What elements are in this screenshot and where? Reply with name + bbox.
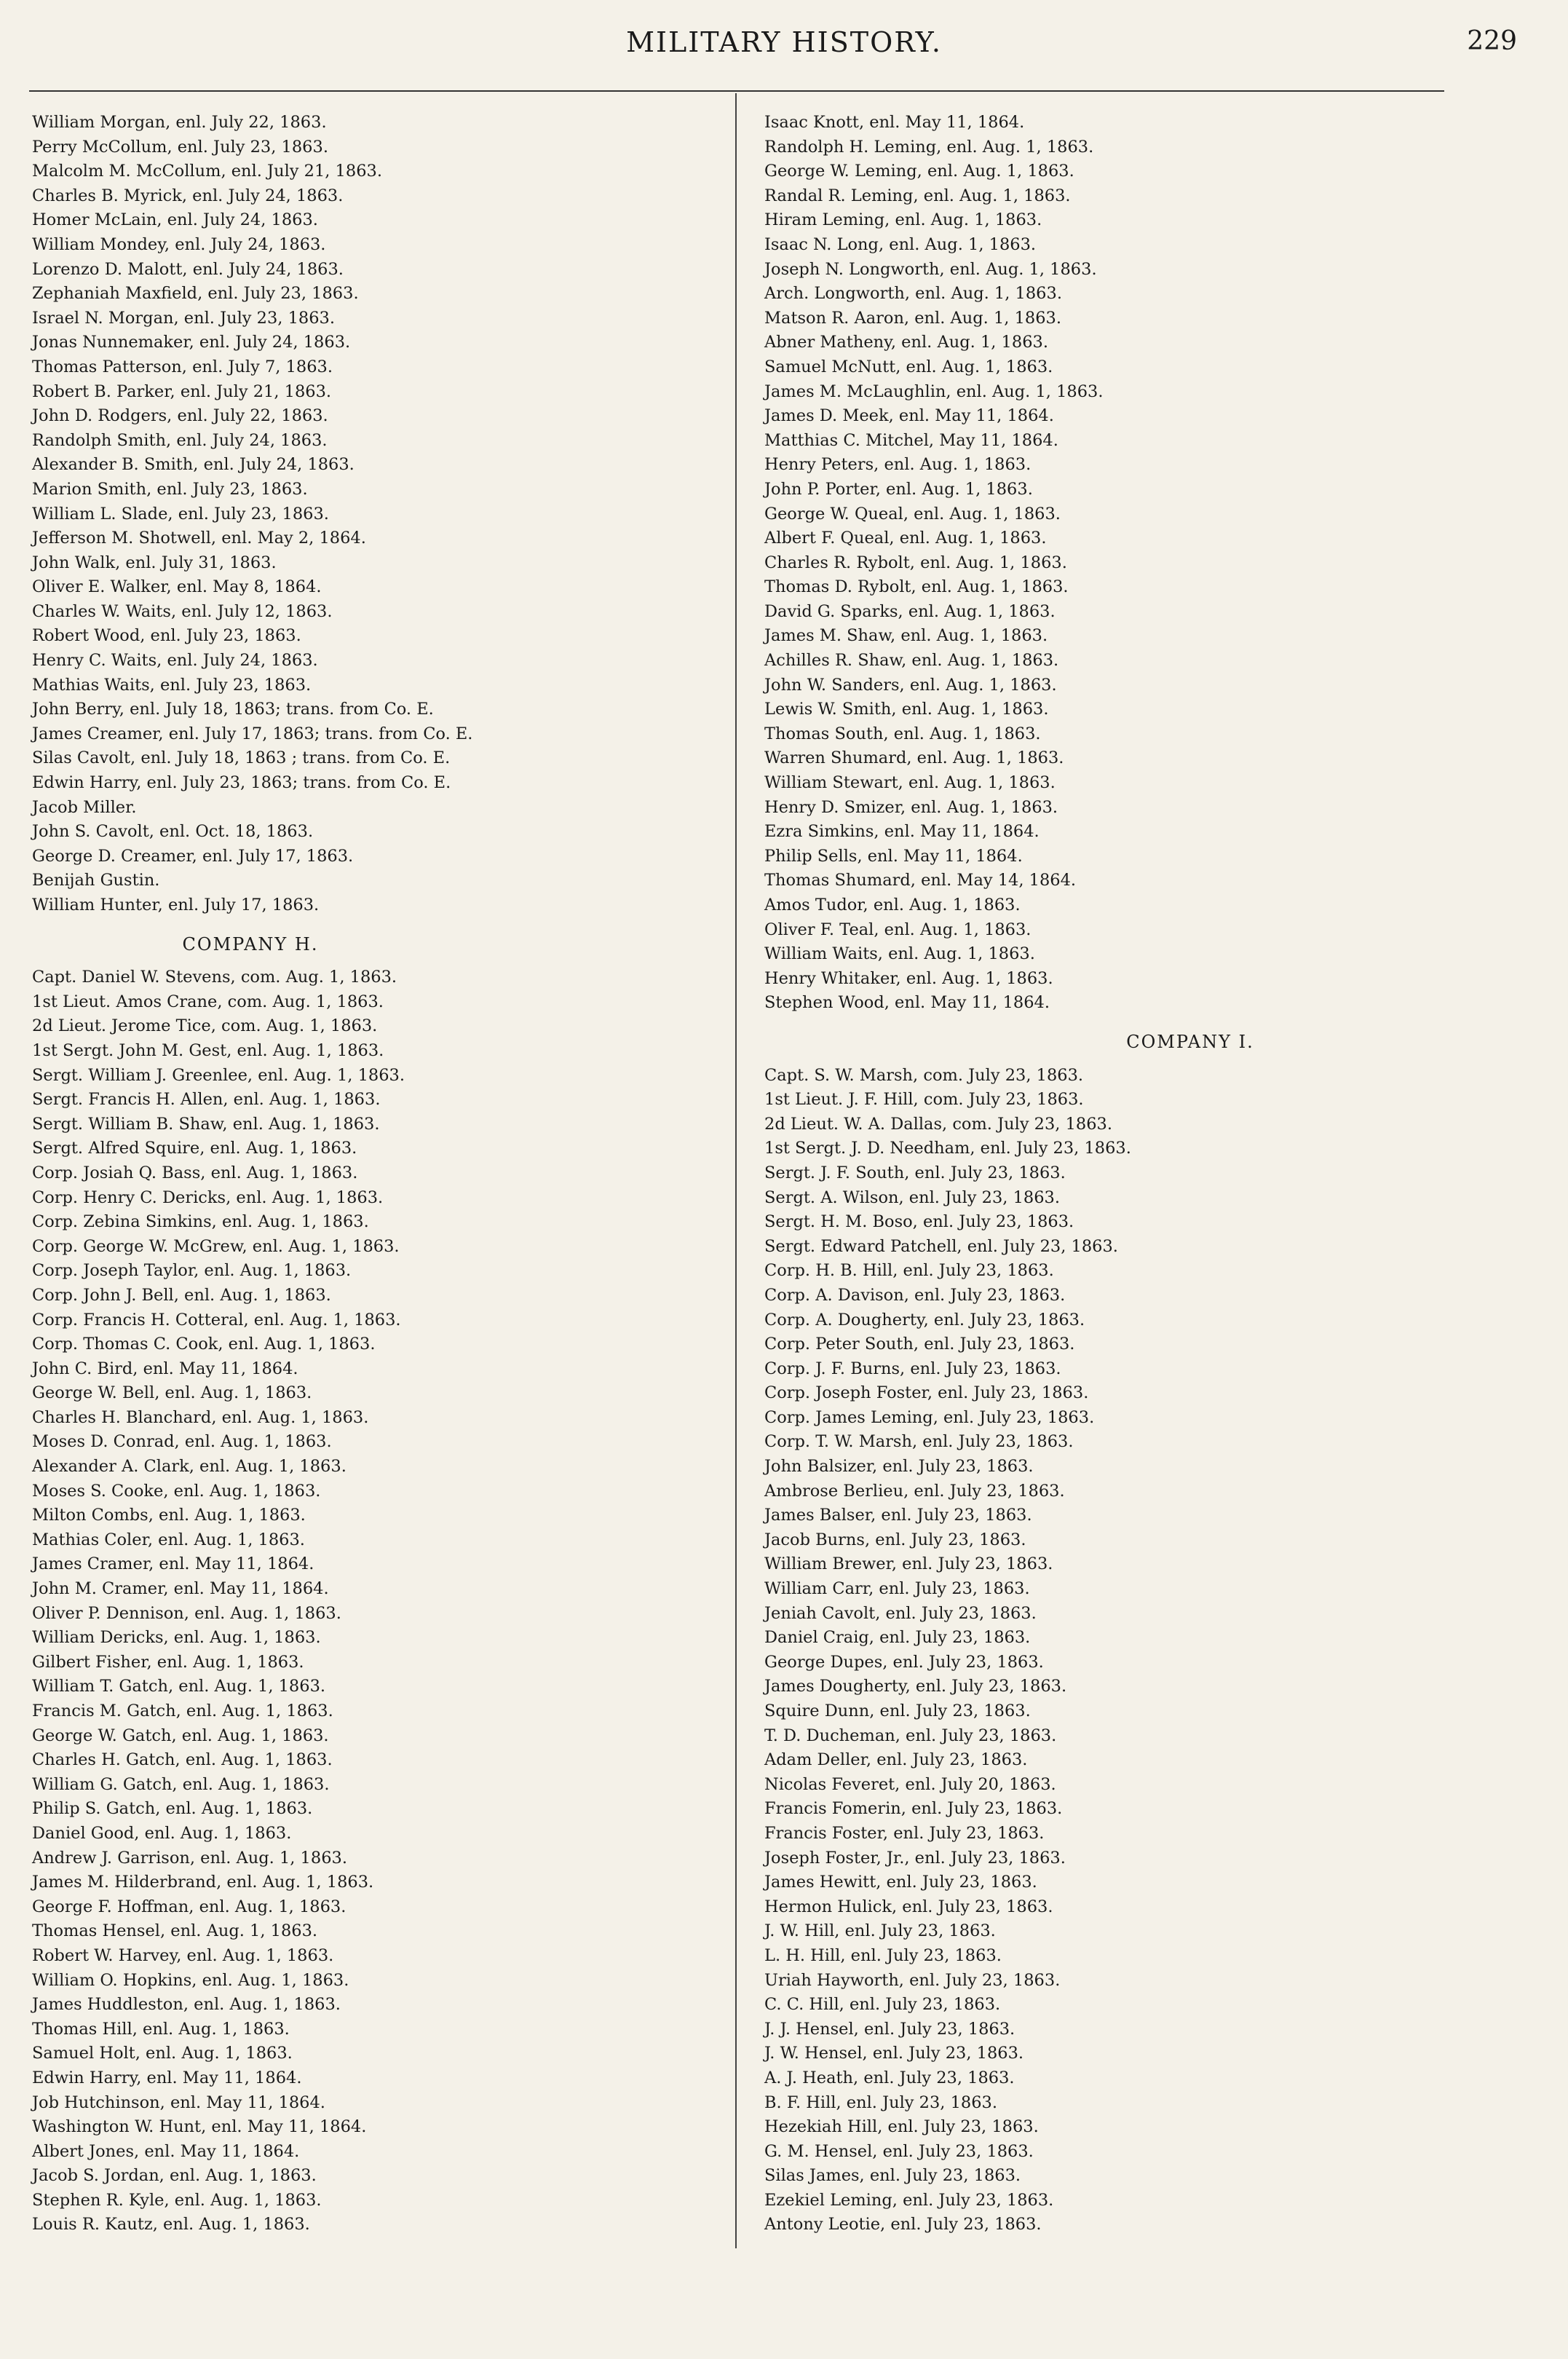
- roster-entry: Corp. Francis H. Cotteral, enl. Aug. 1, 1863.: [32, 1310, 401, 1329]
- roster-entry: John Berry, enl. July 18, 1863; trans. from Co. E.: [32, 700, 434, 719]
- roster-entry: Corp. Joseph Foster, enl. July 23, 1863.: [764, 1383, 1089, 1403]
- header-rule: [29, 90, 1444, 92]
- roster-entry: Albert F. Queal, enl. Aug. 1, 1863.: [764, 529, 1047, 548]
- roster-entry: William T. Gatch, enl. Aug. 1, 1863.: [32, 1677, 326, 1696]
- roster-entry: Malcolm M. McCollum, enl. July 21, 1863.: [32, 162, 382, 181]
- roster-entry: 1st Sergt. J. D. Needham, enl. July 23, 1863.: [764, 1139, 1131, 1158]
- roster-entry: Randolph Smith, enl. July 24, 1863.: [32, 430, 328, 450]
- page-number: 229: [1467, 26, 1517, 56]
- roster-entry: Thomas South, enl. Aug. 1, 1863.: [764, 724, 1041, 743]
- roster-entry: James M. Shaw, enl. Aug. 1, 1863.: [764, 626, 1048, 646]
- roster-entry: Samuel McNutt, enl. Aug. 1, 1863.: [764, 357, 1053, 376]
- roster-entry: Daniel Craig, enl. July 23, 1863.: [764, 1628, 1031, 1648]
- roster-entry: Jacob S. Jordan, enl. Aug. 1, 1863.: [32, 2166, 317, 2186]
- roster-entry: William Brewer, enl. July 23, 1863.: [764, 1554, 1053, 1574]
- roster-entry: Robert Wood, enl. July 23, 1863.: [32, 626, 301, 646]
- roster-entry: Corp. Joseph Taylor, enl. Aug. 1, 1863.: [32, 1261, 352, 1281]
- roster-entry: Randal R. Leming, enl. Aug. 1, 1863.: [764, 186, 1071, 205]
- roster-entry: Ezra Simkins, enl. May 11, 1864.: [764, 822, 1040, 842]
- roster-entry: Silas James, enl. July 23, 1863.: [764, 2166, 1021, 2186]
- roster-entry: Gilbert Fisher, enl. Aug. 1, 1863.: [32, 1652, 304, 1672]
- company-h-heading: COMPANY H.: [182, 933, 319, 955]
- roster-entry: Corp. J. F. Burns, enl. July 23, 1863.: [764, 1359, 1061, 1378]
- company-i-roster: [764, 1064, 1449, 2238]
- roster-entry: George W. Queal, enl. Aug. 1, 1863.: [764, 504, 1061, 523]
- roster-entry: James D. Meek, enl. May 11, 1864.: [764, 406, 1054, 426]
- roster-entry: John M. Cramer, enl. May 11, 1864.: [32, 1579, 329, 1599]
- roster-entry: Samuel Holt, enl. Aug. 1, 1863.: [32, 2044, 293, 2063]
- roster-entry: William O. Hopkins, enl. Aug. 1, 1863.: [32, 1970, 349, 1990]
- roster-entry: Jefferson M. Shotwell, enl. May 2, 1864.: [32, 529, 366, 548]
- roster-entry: Henry Whitaker, enl. Aug. 1, 1863.: [764, 968, 1053, 988]
- roster-entry: T. D. Ducheman, enl. July 23, 1863.: [764, 1726, 1057, 1745]
- roster-entry: George F. Hoffman, enl. Aug. 1, 1863.: [32, 1897, 347, 1916]
- roster-entry: Oliver E. Walker, enl. May 8, 1864.: [32, 577, 322, 597]
- roster-entry: Hermon Hulick, enl. July 23, 1863.: [764, 1897, 1053, 1916]
- roster-entry: Louis R. Kautz, enl. Aug. 1, 1863.: [32, 2215, 310, 2234]
- roster-entry: Isaac Knott, enl. May 11, 1864.: [764, 113, 1025, 132]
- roster-entry: Lewis W. Smith, enl. Aug. 1, 1863.: [764, 700, 1049, 719]
- roster-entry: George Dupes, enl. July 23, 1863.: [764, 1652, 1044, 1672]
- roster-entry: George D. Creamer, enl. July 17, 1863.: [32, 846, 354, 866]
- roster-entry: Daniel Good, enl. Aug. 1, 1863.: [32, 1823, 292, 1843]
- page-header: [29, 26, 1539, 70]
- roster-entry: Stephen R. Kyle, enl. Aug. 1, 1863.: [32, 2190, 322, 2210]
- roster-entry: Charles H. Blanchard, enl. Aug. 1, 1863.: [32, 1407, 369, 1427]
- roster-entry: Sergt. A. Wilson, enl. July 23, 1863.: [764, 1188, 1061, 1207]
- roster-entry: Corp. George W. McGrew, enl. Aug. 1, 1863.: [32, 1236, 400, 1256]
- roster-entry: Alexander B. Smith, enl. July 24, 1863.: [32, 455, 355, 475]
- roster-entry: J. J. Hensel, enl. July 23, 1863.: [764, 2019, 1015, 2039]
- roster-entry: Corp. A. Dougherty, enl. July 23, 1863.: [764, 1310, 1085, 1329]
- roster-entry: James M. Hilderbrand, enl. Aug. 1, 1863.: [32, 1873, 374, 1892]
- roster-entry: Sergt. H. M. Boso, enl. July 23, 1863.: [764, 1212, 1074, 1232]
- roster-entry: Matthias C. Mitchel, May 11, 1864.: [764, 430, 1058, 450]
- roster-entry: Thomas Patterson, enl. July 7, 1863.: [32, 357, 333, 376]
- roster-entry: Randolph H. Leming, enl. Aug. 1, 1863.: [764, 137, 1094, 157]
- roster-entry: Silas Cavolt, enl. July 18, 1863 ; trans. from Co. E.: [32, 748, 451, 768]
- roster-entry: Henry Peters, enl. Aug. 1, 1863.: [764, 455, 1032, 475]
- roster-entry: Sergt. William J. Greenlee, enl. Aug. 1, 1863.: [32, 1065, 405, 1085]
- roster-entry: Henry D. Smizer, enl. Aug. 1, 1863.: [764, 797, 1058, 817]
- roster-entry: William L. Slade, enl. July 23, 1863.: [32, 504, 329, 523]
- roster-entry: Thomas Shumard, enl. May 14, 1864.: [764, 871, 1077, 890]
- column-divider: [735, 93, 737, 2248]
- roster-entry: Sergt. Alfred Squire, enl. Aug. 1, 1863.: [32, 1139, 357, 1158]
- roster-entry: Stephen Wood, enl. May 11, 1864.: [764, 993, 1050, 1013]
- roster-entry: Corp. James Leming, enl. July 23, 1863.: [764, 1407, 1095, 1427]
- roster-entry: Corp. Henry C. Dericks, enl. Aug. 1, 1863.: [32, 1188, 384, 1207]
- left-column: [32, 111, 716, 2237]
- roster-entry: Philip S. Gatch, enl. Aug. 1, 1863.: [32, 1799, 313, 1819]
- roster-entry: Thomas D. Rybolt, enl. Aug. 1, 1863.: [764, 577, 1069, 597]
- roster-entry: Squire Dunn, enl. July 23, 1863.: [764, 1702, 1031, 1720]
- roster-entry: Charles H. Gatch, enl. Aug. 1, 1863.: [32, 1750, 333, 1770]
- roster-entry: 1st Lieut. Amos Crane, com. Aug. 1, 1863.: [32, 992, 384, 1011]
- left-roster-part1: [32, 111, 716, 918]
- roster-entry: Moses D. Conrad, enl. Aug. 1, 1863.: [32, 1432, 332, 1452]
- roster-entry: A. J. Heath, enl. July 23, 1863.: [764, 2068, 1015, 2087]
- roster-entry: William Dericks, enl. Aug. 1, 1863.: [32, 1628, 321, 1648]
- roster-entry: Henry C. Waits, enl. July 24, 1863.: [32, 651, 318, 671]
- roster-entry: George W. Gatch, enl. Aug. 1, 1863.: [32, 1726, 329, 1745]
- roster-entry: Homer McLain, enl. July 24, 1863.: [32, 210, 318, 230]
- roster-entry: Washington W. Hunt, enl. May 11, 1864.: [32, 2117, 367, 2137]
- roster-entry: John D. Rodgers, enl. July 22, 1863.: [32, 406, 328, 426]
- roster-entry: Mathias Waits, enl. July 23, 1863.: [32, 675, 312, 695]
- company-h-roster: [32, 965, 716, 2237]
- roster-entry: Jacob Miller.: [32, 797, 137, 817]
- roster-entry: Oliver F. Teal, enl. Aug. 1, 1863.: [764, 920, 1032, 939]
- roster-entry: Corp. Thomas C. Cook, enl. Aug. 1, 1863.: [32, 1335, 376, 1354]
- roster-entry: William Mondey, enl. July 24, 1863.: [32, 234, 326, 254]
- roster-entry: Sergt. Edward Patchell, enl. July 23, 1863.: [764, 1236, 1118, 1256]
- roster-entry: Milton Combs, enl. Aug. 1, 1863.: [32, 1506, 306, 1525]
- roster-entry: Corp. John J. Bell, enl. Aug. 1, 1863.: [32, 1285, 331, 1305]
- roster-entry: George W. Bell, enl. Aug. 1, 1863.: [32, 1383, 312, 1403]
- roster-entry: Capt. S. W. Marsh, com. July 23, 1863.: [764, 1065, 1084, 1085]
- roster-entry: Uriah Hayworth, enl. July 23, 1863.: [764, 1970, 1061, 1990]
- roster-entry: Hiram Leming, enl. Aug. 1, 1863.: [764, 210, 1042, 230]
- roster-entry: John P. Porter, enl. Aug. 1, 1863.: [764, 479, 1033, 499]
- roster-entry: Corp. T. W. Marsh, enl. July 23, 1863.: [764, 1432, 1074, 1452]
- roster-entry: C. C. Hill, enl. July 23, 1863.: [764, 1995, 1001, 2015]
- roster-entry: John C. Bird, enl. May 11, 1864.: [32, 1359, 298, 1378]
- roster-entry: Charles B. Myrick, enl. July 24, 1863.: [32, 186, 344, 205]
- roster-entry: Alexander A. Clark, enl. Aug. 1, 1863.: [32, 1457, 347, 1477]
- roster-entry: Corp. A. Davison, enl. July 23, 1863.: [764, 1285, 1066, 1305]
- roster-entry: William Stewart, enl. Aug. 1, 1863.: [764, 773, 1056, 793]
- roster-entry: 1st Lieut. J. F. Hill, com. July 23, 1863.: [764, 1090, 1084, 1110]
- roster-entry: Mathias Coler, enl. Aug. 1, 1863.: [32, 1530, 305, 1549]
- roster-entry: Thomas Hill, enl. Aug. 1, 1863.: [32, 2019, 290, 2039]
- roster-entry: Ambrose Berlieu, enl. July 23, 1863.: [764, 1481, 1065, 1501]
- roster-entry: Corp. Zebina Simkins, enl. Aug. 1, 1863.: [32, 1212, 369, 1232]
- roster-entry: Charles W. Waits, enl. July 12, 1863.: [32, 601, 333, 621]
- roster-entry: Abner Matheny, enl. Aug. 1, 1863.: [764, 333, 1048, 352]
- roster-entry: 2d Lieut. Jerome Tice, com. Aug. 1, 1863.: [32, 1016, 378, 1036]
- roster-entry: James Hewitt, enl. July 23, 1863.: [764, 1873, 1037, 1892]
- roster-entry: Matson R. Aaron, enl. Aug. 1, 1863.: [764, 308, 1062, 328]
- roster-entry: William Hunter, enl. July 17, 1863.: [32, 896, 320, 914]
- roster-entry: John Balsizer, enl. July 23, 1863.: [764, 1457, 1034, 1477]
- roster-entry: Warren Shumard, enl. Aug. 1, 1863.: [764, 748, 1064, 768]
- roster-entry: Francis Foster, enl. July 23, 1863.: [764, 1823, 1045, 1843]
- roster-entry: Jeniah Cavolt, enl. July 23, 1863.: [764, 1603, 1037, 1623]
- roster-entry: 1st Sergt. John M. Gest, enl. Aug. 1, 1863.: [32, 1040, 384, 1060]
- roster-entry: James Cramer, enl. May 11, 1864.: [32, 1554, 314, 1574]
- roster-entry: William Morgan, enl. July 22, 1863.: [32, 113, 327, 132]
- roster-entry: George W. Leming, enl. Aug. 1, 1863.: [764, 162, 1074, 181]
- roster-entry: Charles R. Rybolt, enl. Aug. 1, 1863.: [764, 553, 1067, 572]
- roster-entry: James M. McLaughlin, enl. Aug. 1, 1863.: [764, 382, 1104, 401]
- roster-entry: Moses S. Cooke, enl. Aug. 1, 1863.: [32, 1481, 321, 1501]
- roster-entry: Robert B. Parker, enl. July 21, 1863.: [32, 382, 332, 401]
- roster-entry: John S. Cavolt, enl. Oct. 18, 1863.: [32, 822, 314, 842]
- roster-entry: Robert W. Harvey, enl. Aug. 1, 1863.: [32, 1945, 334, 1965]
- roster-entry: Andrew J. Garrison, enl. Aug. 1, 1863.: [32, 1848, 347, 1868]
- roster-entry: Corp. Peter South, enl. July 23, 1863.: [764, 1335, 1075, 1354]
- roster-entry: Albert Jones, enl. May 11, 1864.: [32, 2141, 300, 2161]
- roster-entry: Ezekiel Leming, enl. July 23, 1863.: [764, 2190, 1054, 2210]
- roster-entry: James Creamer, enl. July 17, 1863; trans. from Co. E.: [32, 724, 473, 743]
- roster-entry: Israel N. Morgan, enl. July 23, 1863.: [32, 308, 335, 328]
- roster-entry: Arch. Longworth, enl. Aug. 1, 1863.: [764, 284, 1062, 304]
- roster-entry: Joseph N. Longworth, enl. Aug. 1, 1863.: [764, 259, 1097, 279]
- roster-entry: Perry McCollum, enl. July 23, 1863.: [32, 137, 328, 157]
- roster-entry: Isaac N. Long, enl. Aug. 1, 1863.: [764, 234, 1037, 254]
- roster-entry: James Huddleston, enl. Aug. 1, 1863.: [32, 1995, 341, 2015]
- roster-entry: Thomas Hensel, enl. Aug. 1, 1863.: [32, 1921, 318, 1941]
- roster-entry: Jonas Nunnemaker, enl. July 24, 1863.: [32, 333, 351, 352]
- roster-entry: John W. Sanders, enl. Aug. 1, 1863.: [764, 675, 1057, 695]
- roster-entry: J. W. Hensel, enl. July 23, 1863.: [764, 2044, 1024, 2063]
- roster-entry: 2d Lieut. W. A. Dallas, com. July 23, 1863.: [764, 1114, 1113, 1134]
- roster-entry: Francis M. Gatch, enl. Aug. 1, 1863.: [32, 1702, 333, 1720]
- roster-entry: Amos Tudor, enl. Aug. 1, 1863.: [764, 896, 1021, 914]
- roster-entry: Oliver P. Dennison, enl. Aug. 1, 1863.: [32, 1603, 341, 1623]
- company-i-heading: COMPANY I.: [1126, 1031, 1254, 1052]
- roster-entry: Jacob Burns, enl. July 23, 1863.: [764, 1530, 1026, 1549]
- roster-entry: Francis Fomerin, enl. July 23, 1863.: [764, 1799, 1063, 1819]
- roster-entry: Edwin Harry, enl. July 23, 1863; trans. from Co. E.: [32, 773, 451, 793]
- roster-entry: G. M. Hensel, enl. July 23, 1863.: [764, 2141, 1034, 2161]
- roster-entry: Philip Sells, enl. May 11, 1864.: [764, 846, 1023, 866]
- roster-entry: Corp. H. B. Hill, enl. July 23, 1863.: [764, 1261, 1054, 1281]
- page-title: MILITARY HISTORY.: [626, 26, 942, 58]
- roster-entry: David G. Sparks, enl. Aug. 1, 1863.: [764, 601, 1056, 621]
- roster-entry: Benijah Gustin.: [32, 871, 160, 890]
- roster-entry: William G. Gatch, enl. Aug. 1, 1863.: [32, 1774, 330, 1794]
- roster-entry: B. F. Hill, enl. July 23, 1863.: [764, 2093, 997, 2112]
- roster-entry: John Walk, enl. July 31, 1863.: [32, 553, 277, 572]
- roster-entry: Capt. Daniel W. Stevens, com. Aug. 1, 1863.: [32, 968, 397, 987]
- roster-entry: Adam Deller, enl. July 23, 1863.: [764, 1750, 1028, 1770]
- roster-entry: Sergt. Francis H. Allen, enl. Aug. 1, 1863.: [32, 1090, 381, 1110]
- roster-entry: Achilles R. Shaw, enl. Aug. 1, 1863.: [764, 651, 1059, 671]
- roster-entry: Zephaniah Maxfield, enl. July 23, 1863.: [32, 284, 359, 304]
- roster-entry: Joseph Foster, Jr., enl. July 23, 1863.: [764, 1848, 1066, 1868]
- right-column: [764, 111, 1449, 2237]
- roster-entry: J. W. Hill, enl. July 23, 1863.: [764, 1921, 996, 1941]
- roster-entry: Sergt. J. F. South, enl. July 23, 1863.: [764, 1163, 1066, 1182]
- roster-entry: L. H. Hill, enl. July 23, 1863.: [764, 1945, 1002, 1965]
- roster-entry: Hezekiah Hill, enl. July 23, 1863.: [764, 2117, 1039, 2137]
- roster-entry: Sergt. William B. Shaw, enl. Aug. 1, 1863.: [32, 1114, 380, 1134]
- roster-entry: Corp. Josiah Q. Bass, enl. Aug. 1, 1863.: [32, 1163, 358, 1182]
- roster-entry: Edwin Harry, enl. May 11, 1864.: [32, 2068, 302, 2087]
- roster-entry: Lorenzo D. Malott, enl. July 24, 1863.: [32, 259, 344, 279]
- roster-entry: Job Hutchinson, enl. May 11, 1864.: [32, 2093, 325, 2112]
- roster-entry: Marion Smith, enl. July 23, 1863.: [32, 479, 308, 499]
- roster-entry: James Dougherty, enl. July 23, 1863.: [764, 1677, 1067, 1696]
- roster-entry: William Waits, enl. Aug. 1, 1863.: [764, 944, 1035, 964]
- roster-entry: William Carr, enl. July 23, 1863.: [764, 1579, 1030, 1599]
- roster-entry: Antony Leotie, enl. July 23, 1863.: [764, 2215, 1042, 2234]
- right-roster-part1: [764, 111, 1449, 1016]
- roster-entry: James Balser, enl. July 23, 1863.: [764, 1506, 1032, 1525]
- roster-entry: Nicolas Feveret, enl. July 20, 1863.: [764, 1774, 1056, 1794]
